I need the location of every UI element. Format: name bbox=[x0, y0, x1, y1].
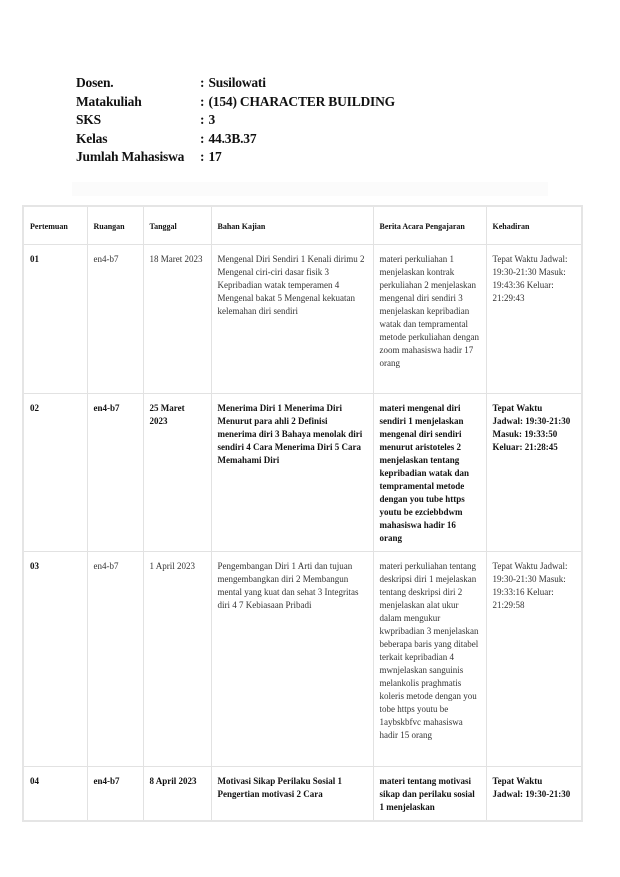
cell-bahan-kajian: Mengenal Diri Sendiri 1 Kenali dirimu 2 Mengenal ciri-ciri dasar fisik 3 Kepribadian watak temperamen 4 Mengenal bakat 5 Mengenal kekuatan kelemahan diri sendiri bbox=[211, 245, 373, 394]
info-row-sks bbox=[76, 111, 395, 130]
cell-pertemuan: 01 bbox=[23, 245, 87, 394]
info-separator: : bbox=[200, 149, 205, 165]
column-header-tanggal: Tanggal bbox=[143, 206, 211, 245]
attendance-table bbox=[22, 205, 583, 822]
table-row bbox=[23, 245, 582, 394]
cell-tanggal: 25 Maret 2023 bbox=[143, 394, 211, 552]
column-header-kehadiran: Kehadiran bbox=[486, 206, 582, 245]
cell-bahan-kajian: Menerima Diri 1 Menerima Diri Menurut para ahli 2 Definisi menerima diri 3 Bahaya menolak diri sendiri 4 Cara Menerima Diri 5 Cara Memahami Diri bbox=[211, 394, 373, 552]
cell-berita-acara: materi mengenal diri sendiri 1 menjelaskan mengenal diri sendiri menurut aristoteles 2 menjelaskan tentang kepribadian watak dan tempramental metode dengan you tube https youtu be ezciebbdwm mahasiswa hadir 16 orang bbox=[373, 394, 486, 552]
info-row-dosen bbox=[76, 74, 395, 93]
cell-bahan-kajian: Pengembangan Diri 1 Arti dan tujuan mengembangkan diri 2 Membangun mental yang kuat dan sehat 3 Integritas diri 4 7 Kebiasaan Pribadi bbox=[211, 552, 373, 767]
info-value: 17 bbox=[208, 149, 222, 165]
info-label: Jumlah Mahasiswa bbox=[76, 149, 185, 165]
info-row-kelas bbox=[76, 130, 395, 149]
table-row bbox=[23, 552, 582, 767]
cell-pertemuan: 04 bbox=[23, 767, 87, 822]
cell-berita-acara: materi perkuliahan tentang deskripsi diri 1 mejelaskan tentang deskripsi diri 2 menjelaskan alat ukur dalam mengukur kwpribadian 3 menjelaskan beberapa baris yang ditabel terkait kepribadian 4 mwnjelaskan sanguinis melankolis praghmatis koleris metode dengan you tobe https youtu be 1aybskbfvc mahasiswa hadir 15 orang bbox=[373, 552, 486, 767]
table-row bbox=[23, 394, 582, 552]
cell-pertemuan: 03 bbox=[23, 552, 87, 767]
info-label: Kelas bbox=[76, 130, 108, 146]
divider bbox=[72, 182, 548, 196]
cell-berita-acara: materi tentang motivasi sikap dan perilaku sosial 1 menjelaskan bbox=[373, 767, 486, 822]
info-value: (154) CHARACTER BUILDING bbox=[208, 93, 395, 109]
info-value: Susilowati bbox=[208, 75, 266, 91]
cell-kehadiran: Tepat Waktu Jadwal: 19:30-21:30 Masuk: 19:33:16 Keluar: 21:29:58 bbox=[486, 552, 582, 767]
table-row bbox=[23, 767, 582, 822]
info-row-matakuliah bbox=[76, 93, 395, 112]
course-info bbox=[76, 74, 395, 167]
cell-berita-acara: materi perkuliahan 1 menjelaskan kontrak perkuliahan 2 menjelaskan mengenal diri sendiri 3 menjelaskan kepribadian watak dan tempramental metode perkuliahan dengan zoom mahasiswa hadir 17 orang bbox=[373, 245, 486, 394]
info-value: 3 bbox=[208, 112, 216, 128]
cell-tanggal: 1 April 2023 bbox=[143, 552, 211, 767]
info-value: 44.3B.37 bbox=[208, 130, 257, 146]
info-separator: : bbox=[200, 75, 205, 91]
column-header-berita-acara: Berita Acara Pengajaran bbox=[373, 206, 486, 245]
info-separator: : bbox=[200, 93, 205, 109]
cell-tanggal: 8 April 2023 bbox=[143, 767, 211, 822]
cell-kehadiran: Tepat Waktu Jadwal: 19:30-21:30 bbox=[486, 767, 582, 822]
info-label: SKS bbox=[76, 112, 101, 128]
info-row-jumlah bbox=[76, 148, 395, 167]
cell-ruangan: en4-b7 bbox=[87, 245, 143, 394]
column-header-pertemuan: Pertemuan bbox=[23, 206, 87, 245]
info-label: Dosen. bbox=[76, 75, 114, 91]
cell-kehadiran: Tepat Waktu Jadwal: 19:30-21:30 Masuk: 19:33:50 Keluar: 21:28:45 bbox=[486, 394, 582, 552]
cell-ruangan: en4-b7 bbox=[87, 767, 143, 822]
column-header-ruangan: Ruangan bbox=[87, 206, 143, 245]
cell-kehadiran: Tepat Waktu Jadwal: 19:30-21:30 Masuk: 19:43:36 Keluar: 21:29:43 bbox=[486, 245, 582, 394]
cell-ruangan: en4-b7 bbox=[87, 552, 143, 767]
table-header-row bbox=[23, 206, 582, 245]
info-separator: : bbox=[200, 130, 205, 146]
cell-ruangan: en4-b7 bbox=[87, 394, 143, 552]
info-separator: : bbox=[200, 112, 205, 128]
cell-bahan-kajian: Motivasi Sikap Perilaku Sosial 1 Pengertian motivasi 2 Cara bbox=[211, 767, 373, 822]
info-label: Matakuliah bbox=[76, 93, 142, 109]
cell-tanggal: 18 Maret 2023 bbox=[143, 245, 211, 394]
column-header-bahan-kajian: Bahan Kajian bbox=[211, 206, 373, 245]
cell-pertemuan: 02 bbox=[23, 394, 87, 552]
